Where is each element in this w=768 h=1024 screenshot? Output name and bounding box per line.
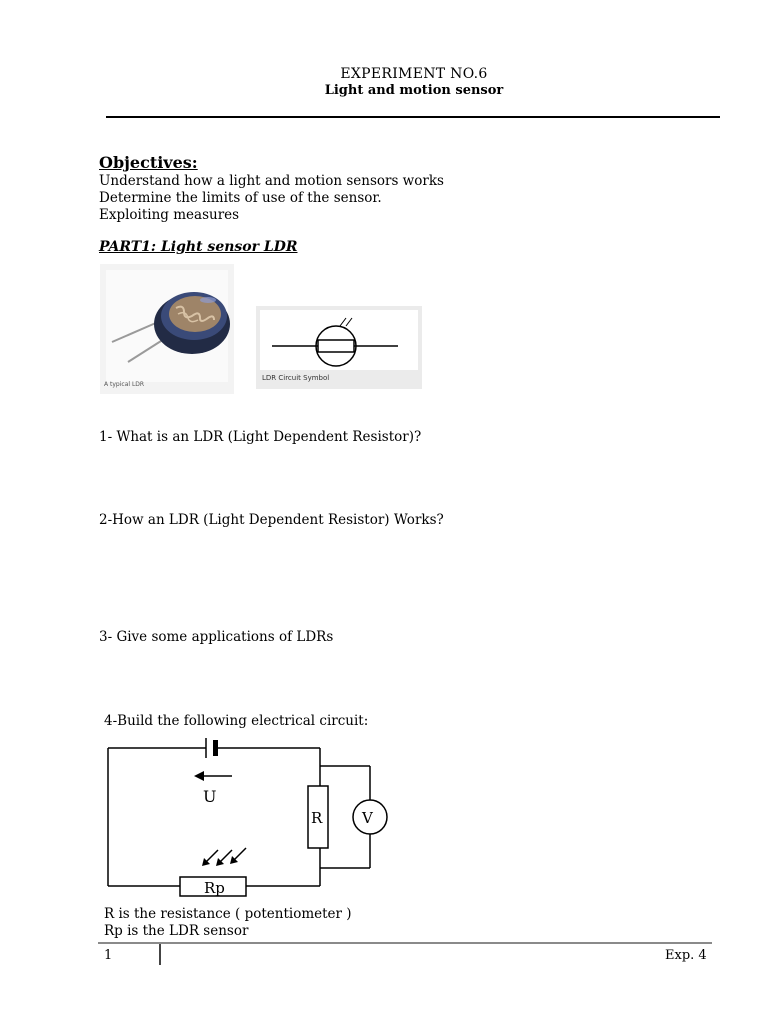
footer-divider — [159, 944, 161, 965]
question-1: 1- What is an LDR (Light Dependent Resistor)? — [99, 429, 422, 445]
objective-item: Determine the limits of use of the sensor. — [99, 190, 382, 206]
circuit-label-rp: Rp — [204, 879, 225, 897]
objective-item: Exploiting measures — [99, 207, 240, 223]
circuit-diagram — [100, 728, 400, 904]
ldr-photo-caption: A typical LDR — [104, 381, 145, 388]
page-number: 1 — [104, 948, 113, 963]
question-2: 2-How an LDR (Light Dependent Resistor) Works? — [99, 512, 444, 528]
experiment-subtitle: Light and motion sensor — [324, 83, 504, 98]
circuit-label-v: V — [362, 809, 373, 827]
objectives-heading: Objectives: — [99, 153, 198, 172]
experiment-title: EXPERIMENT NO.6 — [340, 66, 488, 82]
question-3: 3- Give some applications of LDRs — [99, 629, 334, 645]
footer-experiment-label: Exp. 4 — [665, 948, 707, 963]
ldr-photo — [100, 264, 234, 394]
footer-rule — [98, 942, 712, 944]
note-rp: Rp is the LDR sensor — [104, 923, 249, 939]
header-rule — [106, 116, 720, 118]
part1-heading: PART1: Light sensor LDR — [99, 239, 298, 255]
question-4: 4-Build the following electrical circuit: — [104, 713, 369, 729]
circuit-label-r: R — [311, 809, 323, 827]
circuit-label-u: U — [203, 787, 217, 806]
note-r: R is the resistance ( potentiometer ) — [104, 906, 352, 922]
ldr-symbol-caption: LDR Circuit Symbol — [262, 374, 330, 382]
ldr-photo-illustration — [100, 264, 234, 394]
objective-item: Understand how a light and motion sensors works — [99, 173, 444, 189]
circuit-schematic — [100, 728, 400, 900]
